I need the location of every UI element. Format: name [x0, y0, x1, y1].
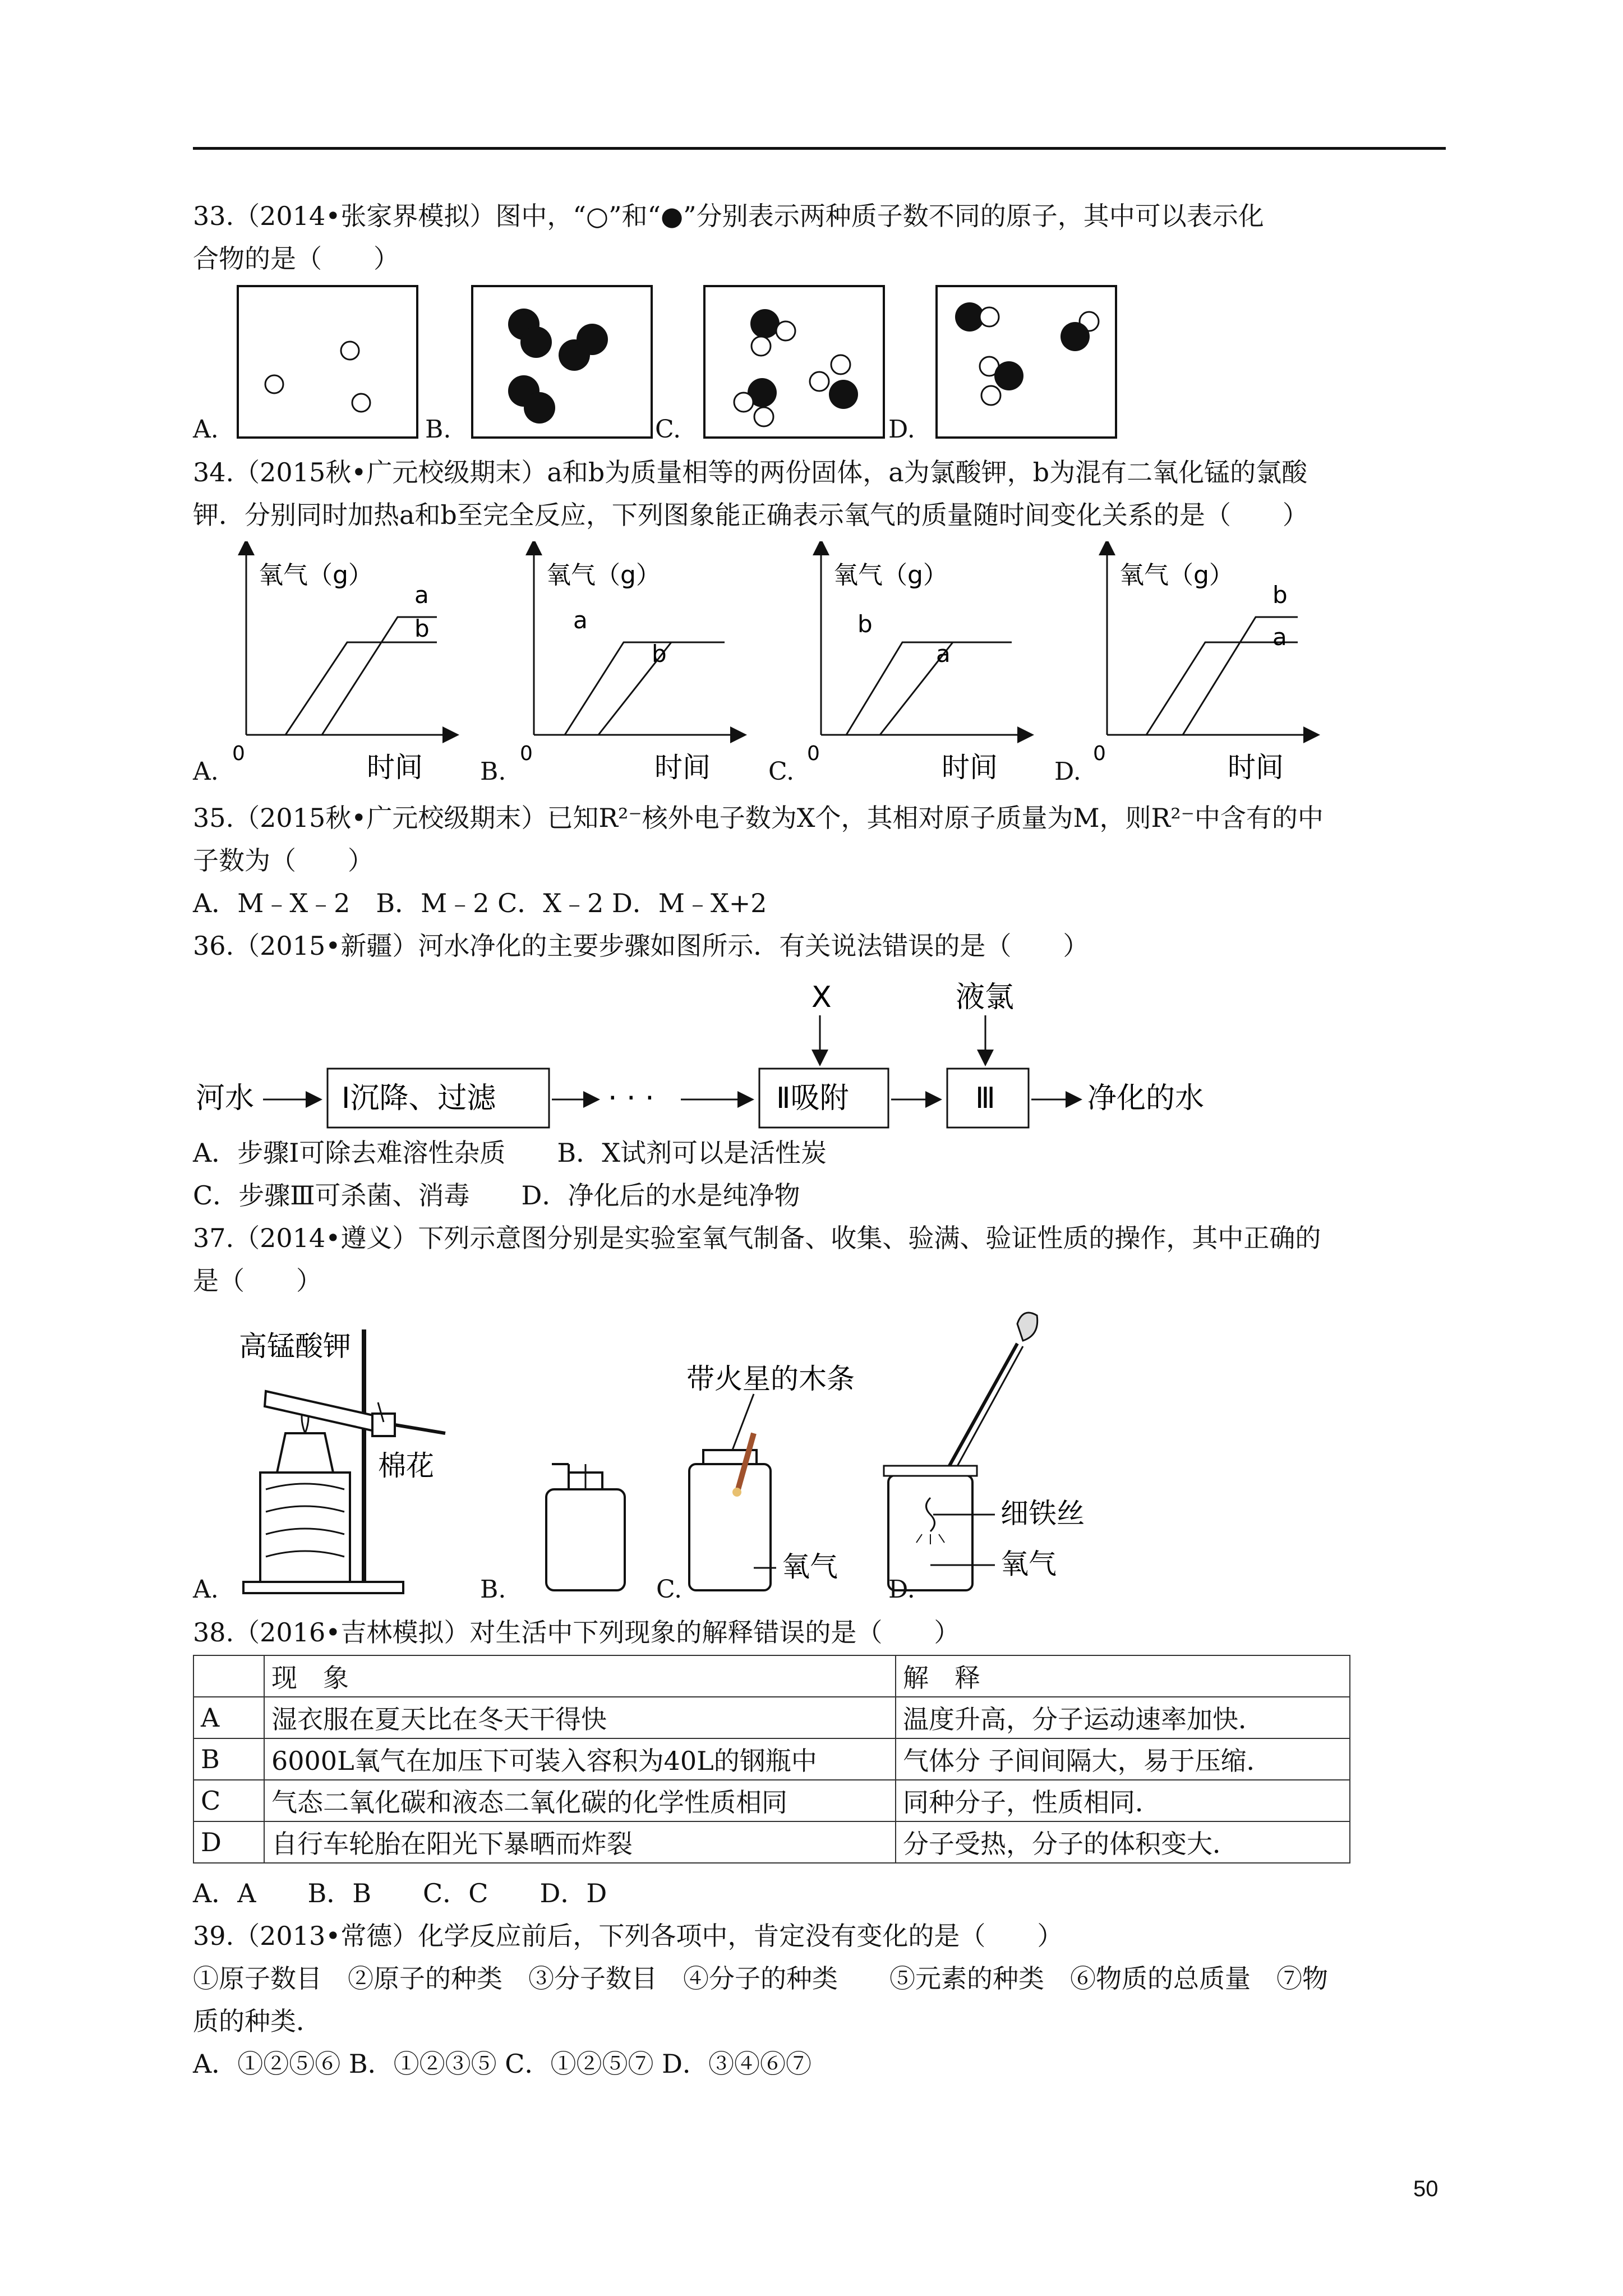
q38-line1: 38.（2016•吉林模拟）对生活中下列现象的解释错误的是（ ）	[193, 1617, 960, 1648]
y-axis-label: 氧气（g）	[1119, 561, 1234, 590]
series-label: b	[857, 610, 873, 638]
table-cell: 气体分 子间间隔大，易于压缩．	[896, 1738, 1350, 1780]
hand-icon	[1017, 1313, 1038, 1341]
label-oxygen-d: 氧气	[1000, 1548, 1057, 1580]
q37-line2: 是（ ）	[193, 1266, 322, 1296]
black-atom	[520, 326, 552, 358]
series-line	[846, 642, 1012, 735]
table-cell: D	[193, 1821, 264, 1863]
page-number: 50	[1413, 2177, 1438, 2201]
q34-line2: 钾．分别同时加热a和b至完全反应，下列图象能正确表示氧气的质量随时间变化关系的是（ ）	[193, 500, 1308, 530]
white-atom	[776, 321, 795, 341]
series-line	[1146, 642, 1298, 735]
series-label: b	[414, 615, 430, 642]
table-cell: 气态二氧化碳和液态二氧化碳的化学性质相同	[264, 1780, 896, 1821]
table-header-cell: 现 象	[264, 1655, 896, 1697]
q39-line1: 39.（2013•常德）化学反应前后，下列各项中，肯定没有变化的是（ ）	[193, 1921, 1063, 1951]
label-cotton: 棉花	[378, 1450, 434, 1482]
glass-tube-b	[552, 1464, 569, 1484]
q34-chart-4	[1093, 547, 1312, 783]
series-label: a	[573, 606, 588, 634]
stand-base	[243, 1582, 403, 1593]
wood-block	[260, 1473, 350, 1582]
q38-answers: A．A B．B C．C D．D	[193, 1878, 607, 1908]
origin-label: 0	[1093, 742, 1106, 765]
flow-step1: Ⅰ沉降、过滤	[342, 1082, 496, 1115]
q39-line2: ①原子数目 ②原子的种类 ③分子数目 ④分子的种类 ⑤元素的种类 ⑥物质的总质量 ⑦物	[193, 1963, 1328, 1994]
q35-line2: 子数为（ ）	[193, 845, 374, 876]
table-cell: 同种分子，性质相同．	[896, 1780, 1350, 1821]
flow-output: 净化的水	[1087, 1082, 1205, 1115]
flow-step3: Ⅲ	[975, 1082, 995, 1115]
series-label: b	[1272, 581, 1288, 609]
q34-charts	[193, 541, 1371, 783]
q37-option-d: D.	[888, 1575, 915, 1604]
white-atom	[265, 375, 283, 393]
white-atom	[810, 372, 829, 391]
q34-option-a: A.	[193, 757, 219, 786]
q34-chart-3	[807, 547, 1026, 783]
gas-bottle-d	[888, 1475, 972, 1590]
black-atom	[750, 309, 780, 338]
q35-line1: 35.（2015秋•广元校级期末）已知R²⁻核外电子数为X个，其相对原子质量为M，则R²⁻中含有的中	[193, 803, 1324, 833]
flow-dots: · · ·	[608, 1082, 654, 1115]
white-atom	[341, 342, 359, 360]
black-atom	[1061, 322, 1090, 351]
table-row	[193, 1738, 1350, 1780]
white-atom	[981, 386, 1000, 405]
origin-label: 0	[232, 742, 245, 765]
label-oxygen-c: 氧气	[782, 1550, 838, 1583]
table-cell: C	[193, 1780, 264, 1821]
series-line	[565, 642, 725, 735]
q33-option-a: A.	[193, 415, 219, 444]
q38-table	[193, 1655, 1350, 1864]
series-label: a	[414, 581, 429, 609]
alcohol-lamp	[277, 1433, 333, 1473]
table-cell: B	[193, 1738, 264, 1780]
y-axis-label: 氧气（g）	[259, 561, 373, 590]
x-axis-label: 时间	[942, 751, 998, 783]
origin-label: 0	[807, 742, 820, 765]
q33-line1: 33.（2014•张家界模拟）图中，“○”和“●”分别表示两种质子数不同的原子，其中可以表示化	[193, 201, 1264, 231]
table-cell: 分子受热，分子的体积变大．	[896, 1821, 1350, 1863]
q36-answers2: C．步骤Ⅲ可杀菌、消毒 D．净化后的水是纯净物	[193, 1180, 800, 1211]
white-atom	[980, 307, 999, 326]
table-header-cell: 解 释	[896, 1655, 1350, 1697]
table-header-cell	[193, 1655, 264, 1697]
table-row	[193, 1697, 1350, 1738]
white-atom	[352, 394, 370, 412]
q37-apparatus	[193, 1304, 1146, 1610]
q36-line1: 36.（2015•新疆）河水净化的主要步骤如图所示．有关说法错误的是（ ）	[193, 931, 1089, 961]
white-atom	[831, 355, 850, 374]
table-cell: 自行车轮胎在阳光下暴晒而炸裂	[264, 1821, 896, 1863]
q37-option-a: A.	[193, 1575, 219, 1604]
q36-answers1: A．步骤Ⅰ可除去难溶性杂质 B．X试剂可以是活性炭	[193, 1138, 827, 1168]
q33-line2: 合物的是（ ）	[193, 243, 399, 274]
q39-answers: A．①②⑤⑥ B．①②③⑤ C．①②⑤⑦ D．③④⑥⑦	[193, 2049, 811, 2079]
white-atom	[734, 393, 753, 412]
black-atom	[577, 324, 608, 355]
series-label: b	[652, 640, 667, 668]
q34-chart-2	[520, 547, 739, 783]
q34-option-b: B.	[480, 757, 506, 786]
series-line	[285, 642, 437, 735]
q34-chart-1	[232, 547, 451, 783]
delivery-tube	[395, 1425, 445, 1433]
white-atom	[754, 407, 773, 426]
black-atom	[994, 361, 1023, 390]
table-cell: A	[193, 1697, 264, 1738]
table-cell: 温度升高，分子运动速率加快．	[896, 1697, 1350, 1738]
q33-option-b: B.	[425, 415, 451, 444]
black-atom	[524, 392, 555, 424]
stopper	[372, 1414, 395, 1436]
black-atom	[829, 380, 858, 409]
table-header-row	[193, 1655, 1350, 1697]
table-row	[193, 1821, 1350, 1863]
x-axis-label: 时间	[654, 751, 711, 783]
q33-box-c	[704, 286, 884, 438]
label-splint: 带火星的木条	[686, 1363, 855, 1395]
q37-option-b: B.	[480, 1575, 506, 1604]
ember-icon	[732, 1488, 741, 1497]
origin-label: 0	[520, 742, 533, 765]
label-iron-wire: 细铁丝	[1000, 1497, 1085, 1530]
q36-flow-diagram	[193, 970, 1258, 1133]
flow-input: 河水	[196, 1082, 255, 1115]
y-axis-label: 氧气（g）	[833, 561, 948, 590]
table-row	[193, 1780, 1350, 1821]
q34-option-c: C.	[768, 757, 795, 786]
x-axis-label: 时间	[367, 751, 423, 783]
gas-bottle-c	[689, 1464, 771, 1590]
series-label: a	[936, 640, 951, 668]
table-cell: 6000L氧气在加压下可装入容积为40L的钢瓶中	[264, 1738, 896, 1780]
series-label: a	[1272, 623, 1287, 651]
q34-line1: 34.（2015秋•广元校级期末）a和b为质量相等的两份固体，a为氯酸钾，b为混有二氧化锰的氯酸	[193, 457, 1308, 487]
x-axis-label: 时间	[1228, 751, 1284, 783]
flow-x-label: X	[811, 981, 832, 1014]
q35-answers: A．M﹣X﹣2 B．M﹣2 C．X﹣2 D．M﹣X+2	[193, 888, 767, 918]
flow-chlorine: 液氯	[956, 981, 1015, 1014]
flow-step2: Ⅱ吸附	[776, 1082, 849, 1115]
q37-line1: 37.（2014•遵义）下列示意图分别是实验室氧气制备、收集、验满、验证性质的操作，其中正确的	[193, 1223, 1321, 1253]
q33-option-c: C.	[655, 415, 681, 444]
q33-box-a	[238, 286, 417, 438]
y-axis-label: 氧气（g）	[546, 561, 661, 590]
q39-line3: 质的种类．	[193, 2006, 322, 2036]
label-kmno4: 高锰酸钾	[239, 1330, 351, 1363]
gas-bottle-b	[546, 1489, 625, 1590]
white-atom	[751, 337, 771, 356]
q34-option-d: D.	[1054, 757, 1081, 786]
q37-option-c: C.	[656, 1575, 683, 1604]
header-rule	[193, 147, 1446, 150]
table-cell: 湿衣服在夏天比在冬天干得快	[264, 1697, 896, 1738]
q33-option-d: D.	[888, 415, 915, 444]
